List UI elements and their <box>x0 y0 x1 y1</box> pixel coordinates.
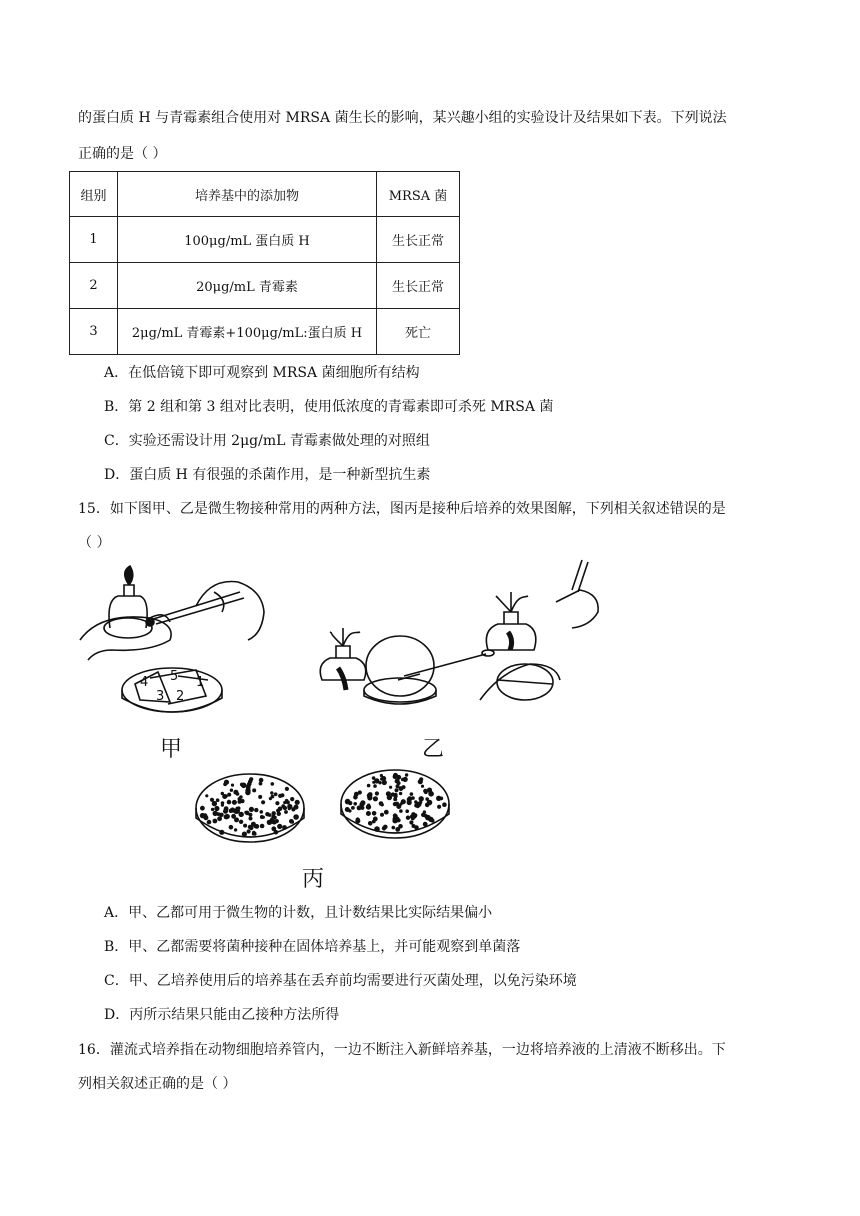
colony-dot <box>249 817 253 821</box>
colony-dot <box>277 812 281 816</box>
colony-dot <box>200 806 205 811</box>
colony-dot <box>405 773 408 776</box>
colony-dot <box>249 777 253 781</box>
colony-dot <box>438 805 441 808</box>
colony-dot <box>409 820 413 824</box>
colony-dot <box>393 813 397 817</box>
colony-dot <box>357 806 362 811</box>
colony-dot <box>369 795 373 799</box>
colony-dot <box>375 791 379 795</box>
colony-dot <box>423 789 427 793</box>
table-cell: 3 <box>70 309 118 355</box>
colony-dot <box>258 795 262 799</box>
colony-dot <box>285 787 289 791</box>
q15-stem-line-1: 15．如下图甲、乙是微生物接种常用的两种方法，图丙是接种后培养的效果图解，下列相关叙述错误的是 <box>78 501 726 517</box>
colony-dot <box>224 814 229 819</box>
colony-dot <box>356 817 360 821</box>
colony-dot <box>423 822 428 827</box>
table-cell: 100μg/mL 蛋白质 H <box>118 217 377 263</box>
colony-dot <box>360 800 365 805</box>
q14-option-b: B．第 2 组和第 3 组对比表明，使用低浓度的青霉素即可杀死 MRSA 菌 <box>104 399 554 415</box>
colony-dot <box>374 778 379 783</box>
colony-dot <box>367 804 370 807</box>
colony-dot <box>374 826 380 832</box>
colony-dot <box>223 809 228 814</box>
colony-dot <box>253 832 257 836</box>
colony-dot <box>213 819 218 824</box>
colony-dot <box>406 816 410 820</box>
colony-dot <box>214 806 219 811</box>
colony-dot <box>373 796 378 801</box>
colony-dot <box>425 803 430 808</box>
q14-option-c: C．实验还需设计用 2μg/mL 青霉素做处理的对照组 <box>104 433 430 449</box>
colony-dot <box>394 793 398 797</box>
plate-number: 2 <box>176 689 185 704</box>
colony-dot <box>216 798 220 802</box>
colony-dot <box>288 807 291 810</box>
hands-with-plate-icon <box>480 560 598 700</box>
table-cell: 20μg/mL 青霉素 <box>118 263 377 309</box>
colony-dot <box>395 788 399 792</box>
table-cell: 2 <box>70 263 118 309</box>
colony-dot <box>421 785 424 788</box>
q15-option-c: C．甲、乙培养使用后的培养基在丢弃前均需要进行灭菌处理，以免污染环境 <box>104 973 577 989</box>
colony-dot <box>368 821 373 826</box>
colony-dot <box>249 807 254 812</box>
colony-dot <box>290 820 294 824</box>
colony-dot <box>416 804 420 808</box>
colony-dot <box>285 799 289 803</box>
colony-dot <box>260 815 264 819</box>
table-header-mrsa: MRSA 菌 <box>377 172 460 217</box>
colony-dot <box>283 806 287 810</box>
q16-stem-line-2: 列相关叙述正确的是（ ） <box>78 1076 237 1092</box>
colony-dot <box>389 786 392 789</box>
colony-dot <box>282 825 287 830</box>
figure-label-bing: 丙 <box>302 867 325 892</box>
glass-spreader-icon <box>398 650 494 680</box>
colony-dot <box>423 810 426 813</box>
colony-dot <box>260 824 265 829</box>
colony-dot <box>396 775 401 780</box>
colony-dot <box>260 810 264 814</box>
colony-dot <box>275 819 279 823</box>
figure-label-yi: 乙 <box>422 737 445 762</box>
plate-number: 3 <box>156 689 165 704</box>
colony-dots <box>200 773 447 837</box>
colony-dot <box>203 815 208 820</box>
colony-dot <box>230 789 233 792</box>
colony-dot <box>232 800 237 805</box>
colony-dot <box>403 777 408 782</box>
colony-dot <box>271 795 275 799</box>
colony-dot <box>247 829 251 833</box>
colony-dot <box>244 811 247 814</box>
colony-dot <box>274 830 279 835</box>
q15-option-b: B．甲、乙都需要将菌种接种在固体培养基上，并可能观察到单菌落 <box>104 939 521 955</box>
colony-dot <box>211 808 214 811</box>
colony-dot <box>380 813 384 817</box>
colony-dot <box>207 820 212 825</box>
colony-dot <box>439 797 443 801</box>
table-cell: 生长正常 <box>377 263 460 309</box>
colony-dot <box>387 795 392 800</box>
plate-number: 5 <box>170 669 179 684</box>
q15-stem-line-2: （ ） <box>78 535 111 551</box>
colony-dot <box>205 794 208 797</box>
colony-dot <box>345 799 351 805</box>
colony-dot <box>275 801 279 805</box>
colony-dot <box>381 803 384 806</box>
colony-dot <box>395 802 399 806</box>
colony-dot <box>239 795 243 799</box>
colony-dot <box>373 784 377 788</box>
colony-dot <box>254 825 257 828</box>
colony-dot <box>381 776 386 781</box>
colony-dot <box>295 800 300 805</box>
colony-dot <box>248 813 252 817</box>
colony-dot <box>414 800 417 803</box>
colony-dot <box>229 809 233 813</box>
colony-dot <box>231 784 234 787</box>
colony-dot <box>242 832 247 837</box>
colony-dot <box>290 797 294 801</box>
colony-dot <box>241 783 247 789</box>
colony-dot <box>412 824 416 828</box>
colony-dot <box>239 820 243 824</box>
colony-dot <box>272 811 276 815</box>
colony-dot <box>270 818 273 821</box>
plate-number: 1 <box>196 675 205 690</box>
alcohol-lamp-left-icon <box>320 628 366 690</box>
colony-dot <box>383 825 388 830</box>
q14-option-a: A．在低倍镜下即可观察到 MRSA 菌细胞所有结构 <box>104 365 420 381</box>
colony-dot <box>224 780 229 785</box>
colony-dot <box>234 817 239 822</box>
q16-stem-line-1: 16．灌流式培养指在动物细胞培养管内，一边不断注入新鲜培养基，一边将培养液的上清液不断移出。下 <box>78 1042 726 1058</box>
question-stem-line-1: 的蛋白质 H 与青霉素组合使用对 MRSA 菌生长的影响，某兴趣小组的实验设计及结果如下表。下列说法 <box>78 110 727 126</box>
colony-dot <box>351 806 355 810</box>
plate-number: 4 <box>140 675 149 690</box>
colony-dot <box>259 782 263 786</box>
colony-dot <box>277 824 282 829</box>
colony-dot <box>233 790 238 795</box>
colony-dot <box>407 796 412 801</box>
q15-option-d: D．丙所示结果只能由乙接种方法所得 <box>104 1007 340 1023</box>
colony-dot <box>213 811 218 816</box>
colony-dot <box>399 792 402 795</box>
colony-dot <box>254 808 258 812</box>
colony-dot <box>358 790 362 794</box>
colony-dot <box>398 824 403 829</box>
colony-dot <box>399 809 403 813</box>
colony-dot <box>227 793 231 797</box>
colony-dot <box>418 779 423 784</box>
table-cell: 2μg/mL 青霉素+100μg/mL:蛋白质 H <box>118 309 377 355</box>
colony-dot <box>268 813 272 817</box>
colony-dot <box>384 810 389 815</box>
colony-dot <box>271 782 275 786</box>
colony-dot <box>372 811 377 816</box>
colony-dot <box>367 784 371 788</box>
colony-dot <box>405 809 409 813</box>
colony-dot <box>278 807 283 812</box>
colony-dot <box>428 791 434 797</box>
table-header-additive: 培养基中的添加物 <box>118 172 377 217</box>
colony-dot <box>261 800 265 804</box>
colony-dot <box>372 820 376 824</box>
colony-dot <box>246 784 250 788</box>
colony-dot <box>392 826 396 830</box>
table-header-group: 组别 <box>70 172 118 217</box>
colony-dot <box>219 830 224 835</box>
colony-dot <box>284 810 288 814</box>
colony-dot <box>410 814 415 819</box>
colony-dot <box>273 816 276 819</box>
colony-dot <box>353 802 357 806</box>
colony-dot <box>270 791 273 794</box>
figure-label-jia: 甲 <box>160 737 183 762</box>
colony-dot <box>248 825 252 829</box>
table-cell: 1 <box>70 217 118 263</box>
colony-dot <box>252 788 256 792</box>
colony-dot <box>410 792 414 796</box>
alcohol-lamp-icon <box>104 566 152 638</box>
colony-dot <box>442 802 447 807</box>
colony-dot <box>345 807 350 812</box>
colony-dot <box>234 808 240 814</box>
q15-option-a: A．甲、乙都可用于微生物的计数，且计数结果比实际结果偏小 <box>104 905 493 921</box>
q14-option-d: D．蛋白质 H 有很强的杀菌作用，是一种新型抗生素 <box>104 467 431 483</box>
alcohol-lamp-right-icon <box>486 592 535 650</box>
table-cell: 生长正常 <box>377 217 460 263</box>
colony-dot <box>393 797 397 801</box>
table-cell: 死亡 <box>377 309 460 355</box>
colony-dot <box>217 816 222 821</box>
colony-dot <box>227 800 232 805</box>
colony-dot <box>431 819 435 823</box>
colony-dot <box>229 825 234 830</box>
colony-dot <box>221 804 224 807</box>
colony-dot <box>237 800 241 804</box>
colony-dot <box>274 792 278 796</box>
colony-dot <box>397 781 401 785</box>
colony-dot <box>259 778 264 783</box>
colony-dot <box>401 799 406 804</box>
colony-dot <box>293 814 299 820</box>
colony-dot <box>419 796 424 801</box>
colony-dot <box>212 801 217 806</box>
question-stem-line-2: 正确的是（ ） <box>78 146 167 162</box>
colony-dot <box>243 824 247 828</box>
right-hand-icon <box>196 582 264 641</box>
colony-dot <box>234 828 237 831</box>
colony-dot <box>221 792 224 795</box>
colony-dot <box>366 811 371 816</box>
colony-dot <box>294 805 299 810</box>
colony-dot <box>280 793 284 797</box>
colony-dot <box>353 795 358 800</box>
